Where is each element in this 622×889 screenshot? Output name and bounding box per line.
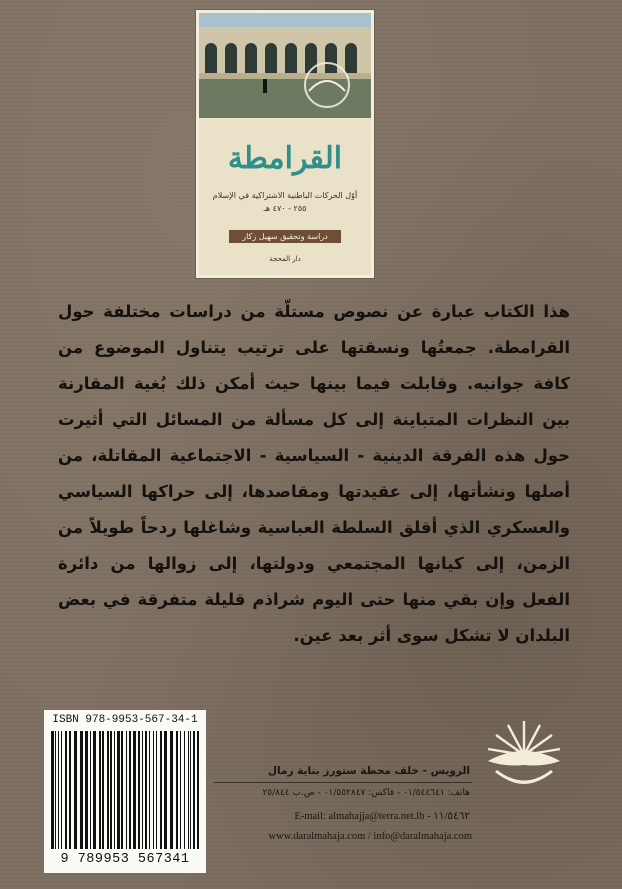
barcode-bar [65,731,67,849]
barcode-bar [188,731,189,849]
publisher-logo-icon [478,715,570,799]
barcode-bar [114,731,115,849]
front-cover-thumbnail [196,10,374,278]
cover-subtitle [207,189,363,215]
cover-publisher: دار المحجة [269,255,301,263]
isbn-barcode [44,710,206,873]
barcode-bar [99,731,101,849]
barcode-bar [85,731,88,849]
barcode-bar [102,731,104,849]
cover-photo [199,13,371,118]
barcode-bar [93,731,96,849]
barcode-bar [153,731,154,849]
barcode-bar [197,731,199,849]
cover-title: القرامطة [227,141,343,176]
barcode-bar [117,731,120,849]
isbn-label: ISBN 978-9953-567-34-1 [52,714,198,726]
barcode-bar [58,731,59,849]
cover-dates: ٢٥٥ - ٤٧٠ هـ [263,204,307,213]
publisher-phones: هاتف: ٠١/٥٤٤٦٤١ - فاكس: ٠١/٥٥٢٨٤٧ - ص.ب ٢٥/٨٤٤ [262,788,470,798]
barcode-digits: 9 789953 567341 [60,852,190,867]
publisher-email[interactable]: E-mail: almahajja@terra.net.lb - ١١/٥٤٦٢ [294,811,470,822]
barcode-icon [49,731,201,849]
cover-subtitle-line: أوّل الحركات الباطنية الاشتراكية في الإسلام [212,191,358,200]
barcode-bar [149,731,150,849]
barcode-bar [142,731,143,849]
back-cover-blurb: هذا الكتاب عبارة عن نصوص مستلّة من دراسات مختلفة حول القرامطة. جمعتُها ونسقتها على ترتيب يتناول الموضوع من كافة جوانبه. وقابلت فيما بينها حيث أمكن ذلك بُغية المقارنة بين النظرات المتباينة إلى كل مسألة من المسائل التي أثيرت حول هذه الفرقة الدينية - السياسية - الاجتماعية المقاتلة، من أصلها ونشأتها، إلى عقيدتها ومقاصدها، إلى حراكها السياسي والعسكري الذي أقلق السلطة العباسية وشاغلها ردحاً طويلاً من الزمن، إلى كيانها المجتمعي ودولتها، إلى زوالها من دائرة الفعل وإن بقي منها حتى اليوم شراذم قليلة متفرقة في بعض البلدان لا تشكل سوى أثر بعد عين. [58,302,570,645]
barcode-bar [51,731,54,849]
arches-illustration [199,13,371,118]
barcode-bar [107,731,109,849]
barcode-bar [164,731,167,849]
barcode-bar [80,731,83,849]
barcode-bar [184,731,185,849]
barcode-bar [55,731,56,849]
barcode-bar [126,731,127,849]
cover-author: دراسة وتحقيق سهيل زكار [229,230,341,243]
barcode-bar [129,731,131,849]
barcode-bar [121,731,123,849]
barcode-bar [61,731,62,849]
barcode-bar [69,731,71,849]
barcode-bar [180,731,181,849]
barcode-bar [160,731,162,849]
barcode-bar [110,731,112,849]
barcode-bar [156,731,157,849]
publisher-web[interactable]: www.daralmahaja.com / info@daralmahaja.com [268,831,472,842]
barcode-bar [190,731,191,849]
barcode-bar [74,731,77,849]
barcode-bar [170,731,173,849]
publisher-address: الرويس - خلف محطة ستورز بناية رمال [267,765,470,777]
barcode-bar [145,731,147,849]
barcode-bar [138,731,140,849]
barcode-bar [133,731,136,849]
barcode-bar [193,731,195,849]
barcode-bar [90,731,91,849]
barcode-bar [176,731,178,849]
divider [214,782,472,783]
